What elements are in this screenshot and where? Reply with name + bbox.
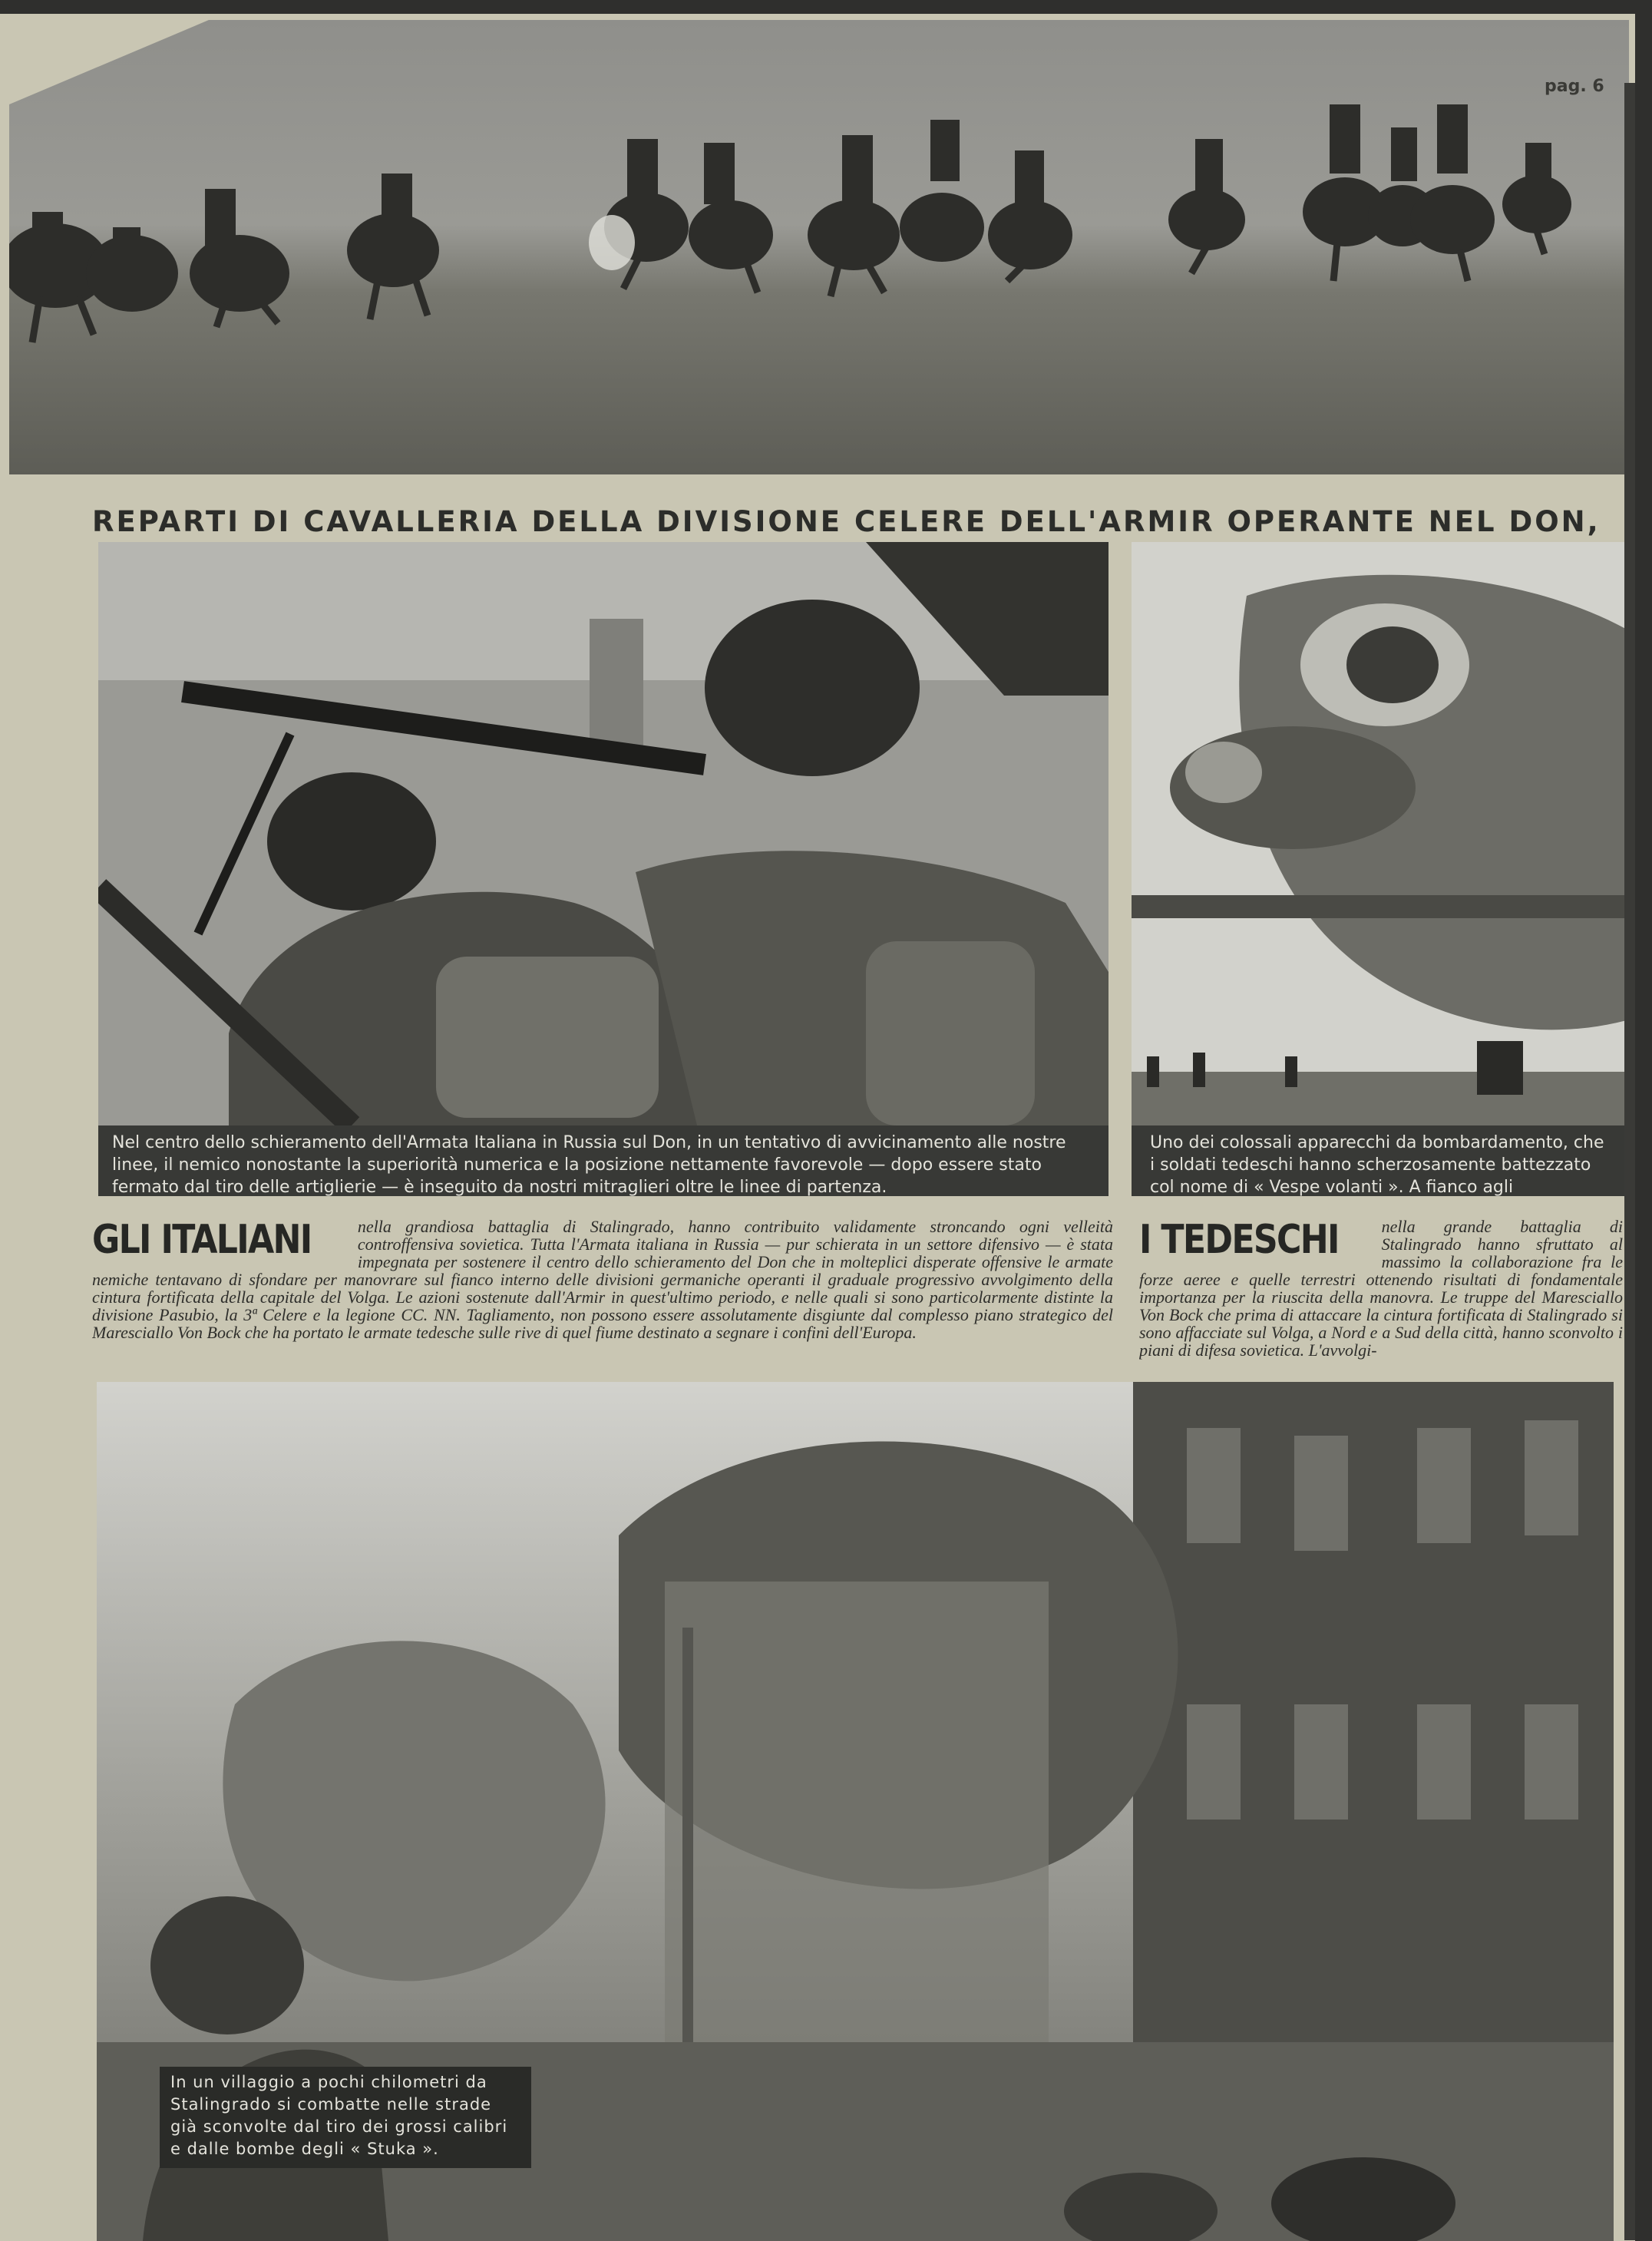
article-italians [92, 1218, 1113, 1360]
article-germans-text: nella grande battaglia di Stalingrado hanno sfruttato al massimo la collaborazione fra le forze aeree e quelle terrestri ottenendo risultati di fondamentale importanza per la riuscita della manovra. Le truppe del Maresciallo Von Bock che prima di attaccare la cintura fortificata di Stalingrado si sono affacciate sul Volga, a Nord e a Sud della città, hanno sconvolto i piani di difesa sovietica. L'avvolgi- [1139, 1218, 1623, 1360]
page-number: pag. 6 [1545, 77, 1604, 96]
machine-gunners-caption-text: Nel centro dello schieramento dell'Armata Italiana in Russia sul Don, in un tentativo di avvicinamento alle nostre linee, il nemico nonostante la superiorità numerica e la posizione nettamente favorevole — dopo essere stato fermato dal tiro delle artiglierie — è inseguito da nostri mitraglieri oltre le linee di partenza. [112, 1133, 1066, 1197]
machine-gunners-photo [98, 542, 1108, 1125]
bomber-caption-text: Uno dei colossali apparecchi da bombardamento, che i soldati tedeschi hanno scherzosamente battezzato col nome di « Vespe volanti ». A fianco agli [1150, 1133, 1604, 1197]
bomber-photo [1132, 542, 1635, 1125]
article-italians-text: nella grandiosa battaglia di Stalingrado, hanno contribuito validamente stroncando ogni velleità controffensiva sovietica. Tutta l'Armata italiana in Russia — pur schierata in un settore difensivo — è stata impegnata per sostenere il centro dello schieramento del Don che in molteplici disperate offensive le armate nemiche tentavano di sfondare per manovrare sul fianco interno delle divisioni germaniche operanti il graduale progressivo avvolgimento della cintura fortificata della capitale del Volga. Le azioni sostenute dall'Armir in quest'ultimo periodo, e nelle quali si sono particolarmente distinte la divisione Pasubio, la 3ª Celere e la legione CC. NN. Tagliamento, non possono essere assolutamente disgiunte dal complesso piano strategico del Maresciallo Von Bock che ha portato le armate tedesche sulle rive di quel fiume destinato a segnare i confini dell'Europa. [92, 1218, 1113, 1342]
page-fold-edge [1624, 83, 1635, 2240]
article-italians-lead: GLI ITALIANI [92, 1218, 312, 1263]
article-germans-lead: I TEDESCHI [1139, 1218, 1339, 1263]
bomber-caption [1132, 1125, 1624, 1196]
machine-gunners-caption [98, 1125, 1108, 1196]
village-caption [160, 2067, 531, 2168]
cavalry-photo [9, 20, 1629, 474]
headline: REPARTI DI CAVALLERIA DELLA DIVISIONE CELERE DELL'ARMIR OPERANTE NEL DON, [92, 505, 1601, 538]
magazine-page [0, 14, 1635, 2241]
article-germans [1139, 1218, 1623, 1360]
village-caption-text: In un villaggio a pochi chilometri da Stalingrado si combatte nelle strade già sconvolte dal tiro dei grossi calibri e dalle bombe degli « Stuka ». [170, 2073, 508, 2158]
